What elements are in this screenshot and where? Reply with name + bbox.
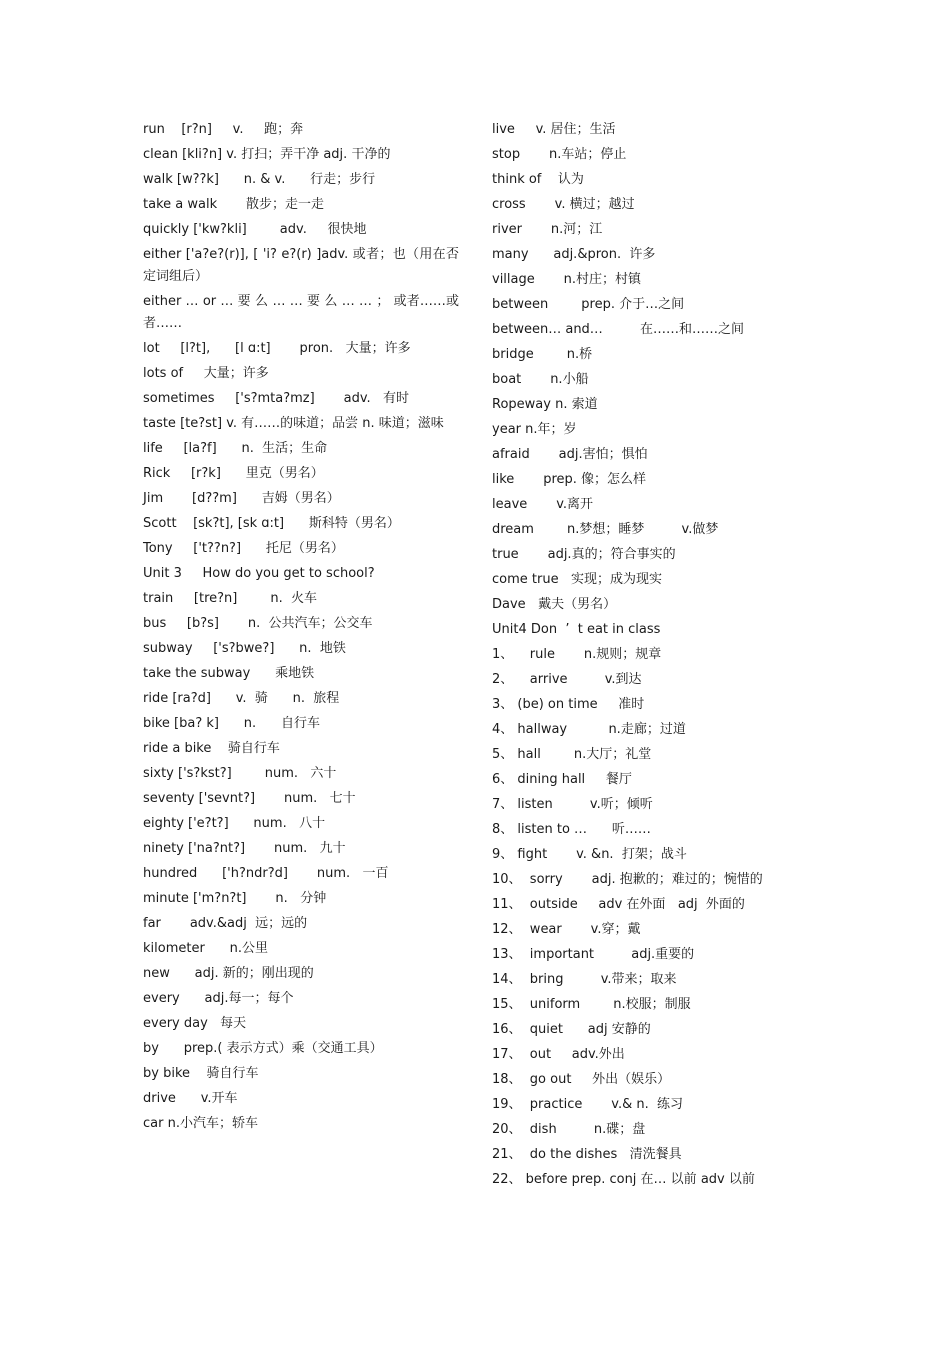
left-vocab-entry: seventy ['sevnt?] num. 七十 bbox=[143, 791, 356, 806]
right-vocab-entry: afraid adj.害怕；惧怕 bbox=[492, 447, 648, 462]
left-vocab-entry: take a walk 散步；走一走 bbox=[143, 197, 325, 212]
left-vocab-entry: kilometer n.公里 bbox=[143, 941, 268, 956]
right-vocab-entry: boat n.小船 bbox=[492, 372, 589, 387]
right-vocab-entry: stop n.车站；停止 bbox=[492, 147, 627, 162]
left-vocab-entry: either … or … 要 么 … … 要 么 … … ； 或者……或者…… bbox=[143, 294, 459, 331]
right-vocab-entry: many adj.&pron. 许多 bbox=[492, 247, 656, 262]
left-vocab-entry: far adv.&adj 远；远的 bbox=[143, 916, 308, 931]
left-vocab-entry: minute ['m?n?t] n. 分钟 bbox=[143, 891, 327, 906]
left-vocab-entry: taste [te?st] v. 有……的味道；品尝 n. 味道；滋味 bbox=[143, 416, 444, 431]
right-vocab-entry: 21、 do the dishes 清洗餐具 bbox=[492, 1147, 682, 1162]
right-vocab-entry: think of 认为 bbox=[492, 172, 584, 187]
right-vocab-entry: between… and… 在……和……之间 bbox=[492, 322, 744, 337]
right-vocab-entry: 19、 practice v.& n. 练习 bbox=[492, 1097, 684, 1112]
left-vocab-entry: subway ['s?bwe?] n. 地铁 bbox=[143, 641, 346, 656]
left-vocab-entry: Scott [sk?t], [sk ɑ:t] 斯科特（男名） bbox=[143, 516, 400, 531]
left-vocab-entry: eighty ['e?t?] num. 八十 bbox=[143, 816, 326, 831]
right-vocab-entry: 16、 quiet adj 安静的 bbox=[492, 1022, 651, 1037]
right-vocab-entry: between prep. 介于…之间 bbox=[492, 297, 685, 312]
right-vocab-entry: 7、 listen v.听；倾听 bbox=[492, 797, 653, 812]
left-vocab-entry: life [la?f] n. 生活；生命 bbox=[143, 441, 328, 456]
right-vocab-entry: 1、 rule n.规则；规章 bbox=[492, 647, 662, 662]
left-vocab-entry: lot [l?t], [l ɑ:t] pron. 大量；许多 bbox=[143, 341, 411, 356]
right-vocab-entry: bridge n.桥 bbox=[492, 347, 593, 362]
right-vocab-entry: year n.年；岁 bbox=[492, 422, 577, 437]
left-vocab-entry: clean [kli?n] v. 打扫；弄干净 adj. 干净的 bbox=[143, 147, 391, 162]
left-vocab-entry: ninety ['na?nt?] num. 九十 bbox=[143, 841, 346, 856]
right-vocab-entry: 5、 hall n.大厅；礼堂 bbox=[492, 747, 652, 762]
left-vocab-entry: car n.小汽车；轿车 bbox=[143, 1116, 258, 1131]
left-vocab-entry: hundred ['h?ndr?d] num. 一百 bbox=[143, 866, 389, 881]
left-vocab-entry: lots of 大量；许多 bbox=[143, 366, 269, 381]
left-vocab-entry: train [tre?n] n. 火车 bbox=[143, 591, 318, 606]
left-vocabulary-column bbox=[143, 119, 459, 1138]
left-vocab-entry: bus [b?s] n. 公共汽车；公交车 bbox=[143, 616, 373, 631]
right-vocab-entry: village n.村庄；村镇 bbox=[492, 272, 642, 287]
right-vocab-entry: 14、 bring v.带来；取来 bbox=[492, 972, 677, 987]
right-vocab-entry: 4、 hallway n.走廊；过道 bbox=[492, 722, 686, 737]
right-vocab-entry: 11、 outside adv 在外面 adj 外面的 bbox=[492, 897, 745, 912]
right-vocab-entry: 2、 arrive v.到达 bbox=[492, 672, 642, 687]
right-vocab-entry: true adj.真的；符合事实的 bbox=[492, 547, 676, 562]
left-vocab-entry: Jim [d??m] 吉姆（男名） bbox=[143, 491, 340, 506]
right-vocab-entry: 6、 dining hall 餐厅 bbox=[492, 772, 632, 787]
left-vocab-entry: Unit 3 How do you get to school? bbox=[143, 566, 375, 581]
left-vocab-entry: every adj.每一；每个 bbox=[143, 991, 294, 1006]
right-vocab-entry: live v. 居住；生活 bbox=[492, 122, 616, 137]
right-vocab-entry: 12、 wear v.穿；戴 bbox=[492, 922, 641, 937]
left-vocab-entry: every day 每天 bbox=[143, 1016, 247, 1031]
right-vocabulary-column bbox=[492, 119, 792, 1194]
right-vocab-entry: come true 实现；成为现实 bbox=[492, 572, 662, 587]
left-vocab-entry: by prep.( 表示方式）乘（交通工具） bbox=[143, 1041, 383, 1056]
left-vocab-entry: Tony ['t??n?] 托尼（男名） bbox=[143, 541, 344, 556]
right-vocab-entry: 18、 go out 外出（娱乐） bbox=[492, 1072, 671, 1087]
right-vocab-entry: 17、 out adv.外出 bbox=[492, 1047, 625, 1062]
right-vocab-entry: 15、 uniform n.校服；制服 bbox=[492, 997, 691, 1012]
left-vocab-entry: sixty ['s?kst?] num. 六十 bbox=[143, 766, 337, 781]
left-vocab-entry: ride a bike 骑自行车 bbox=[143, 741, 280, 756]
left-vocab-entry: run [r?n] v. 跑；奔 bbox=[143, 122, 304, 137]
left-vocab-entry: ride [ra?d] v. 骑 n. 旅程 bbox=[143, 691, 340, 706]
left-vocab-entry: new adj. 新的；刚出现的 bbox=[143, 966, 314, 981]
right-vocab-entry: Unit4 Don ’ t eat in class bbox=[492, 622, 661, 637]
right-vocab-entry: 13、 important adj.重要的 bbox=[492, 947, 695, 962]
right-vocab-entry: 3、 (be) on time 准时 bbox=[492, 697, 645, 712]
right-vocab-entry: river n.河；江 bbox=[492, 222, 603, 237]
right-vocab-entry: like prep. 像；怎么样 bbox=[492, 472, 647, 487]
right-vocab-entry: Ropeway n. 索道 bbox=[492, 397, 598, 412]
right-vocab-entry: Dave 戴夫（男名） bbox=[492, 597, 617, 612]
right-vocab-entry: cross v. 横过；越过 bbox=[492, 197, 635, 212]
right-vocab-entry: 10、 sorry adj. 抱歉的；难过的；惋惜的 bbox=[492, 872, 763, 887]
left-vocab-entry: drive v.开车 bbox=[143, 1091, 238, 1106]
left-vocab-entry: quickly ['kw?kli] adv. 很快地 bbox=[143, 222, 367, 237]
right-vocab-entry: 20、 dish n.碟；盘 bbox=[492, 1122, 646, 1137]
right-vocab-entry: dream n.梦想；睡梦 v.做梦 bbox=[492, 522, 719, 537]
left-vocab-entry: bike [ba? k] n. 自行车 bbox=[143, 716, 320, 731]
right-vocab-entry: leave v.离开 bbox=[492, 497, 594, 512]
right-vocab-entry: 22、 before prep. conj 在… 以前 adv 以前 bbox=[492, 1172, 755, 1187]
left-vocab-entry: Rick [r?k] 里克（男名） bbox=[143, 466, 324, 481]
left-vocab-entry: take the subway 乘地铁 bbox=[143, 666, 315, 681]
left-vocab-entry: either ['a?e?(r)], [ 'i? e?(r) ]adv. 或者；也（用在否定词组后） bbox=[143, 247, 459, 284]
left-vocab-entry: by bike 骑自行车 bbox=[143, 1066, 259, 1081]
left-vocab-entry: walk [w??k] n. & v. 行走；步行 bbox=[143, 172, 376, 187]
right-vocab-entry: 8、 listen to … 听…… bbox=[492, 822, 651, 837]
right-vocab-entry: 9、 fight v. &n. 打架；战斗 bbox=[492, 847, 687, 862]
left-vocab-entry: sometimes ['s?mta?mz] adv. 有时 bbox=[143, 391, 410, 406]
